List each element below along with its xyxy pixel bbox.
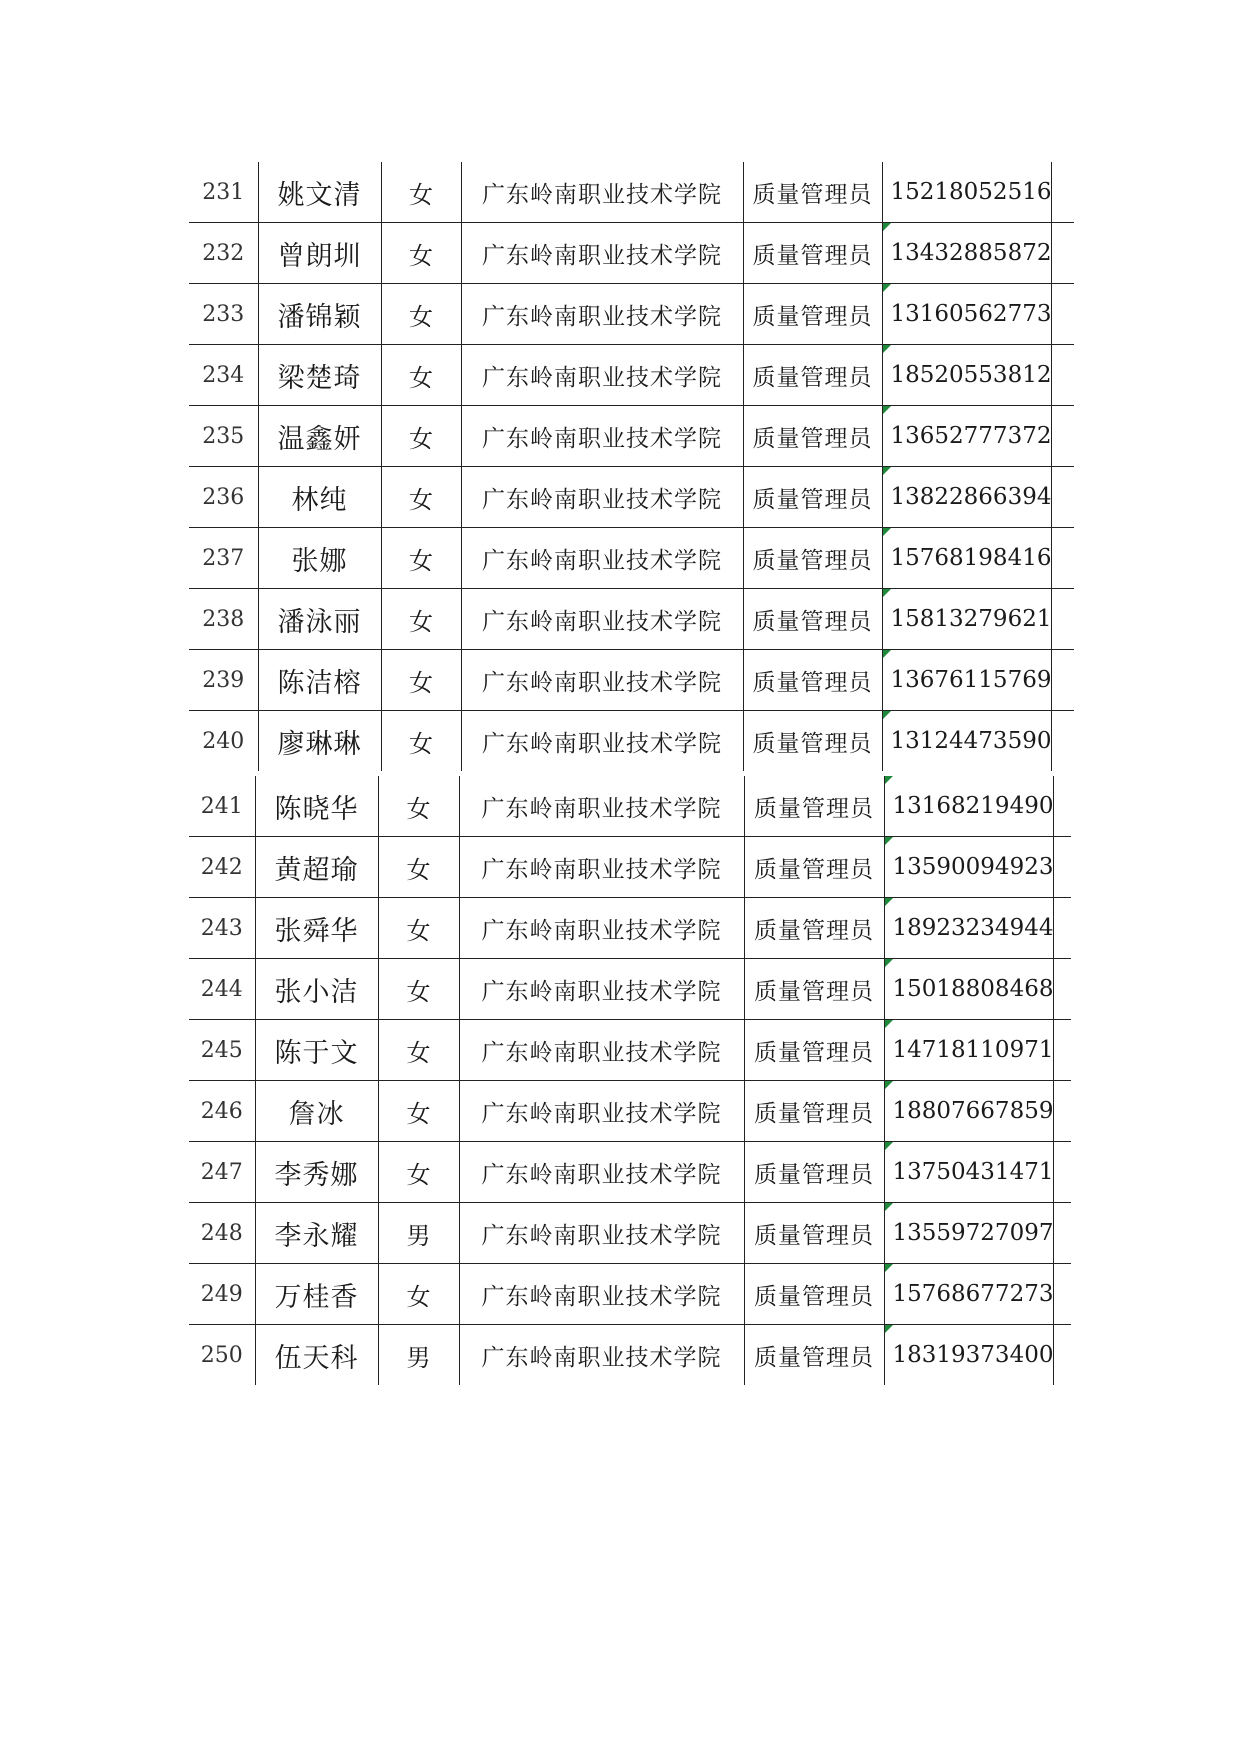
school-cell: 广东岭南职业技术学院	[459, 1325, 744, 1386]
row-number: 242	[189, 837, 255, 898]
row-number: 249	[189, 1264, 255, 1325]
comment-marker-icon	[885, 1203, 893, 1211]
trailing-cell	[1052, 650, 1074, 711]
position-cell: 质量管理员	[743, 528, 882, 589]
name-cell: 潘锦颖	[258, 284, 381, 345]
name-cell: 姚文清	[258, 162, 381, 223]
phone-cell: 14718110971	[884, 1020, 1054, 1081]
school-cell: 广东岭南职业技术学院	[461, 528, 743, 589]
comment-marker-icon	[883, 711, 891, 719]
school-cell: 广东岭南职业技术学院	[461, 345, 743, 406]
trailing-cell	[1054, 1142, 1071, 1203]
trailing-cell	[1054, 1264, 1071, 1325]
phone-cell: 13559727097	[884, 1203, 1054, 1264]
comment-marker-icon	[883, 345, 891, 353]
table-row	[189, 898, 1071, 959]
name-cell: 林纯	[258, 467, 381, 528]
row-number: 250	[200, 1342, 243, 1368]
school-cell: 广东岭南职业技术学院	[461, 650, 743, 711]
comment-marker-icon	[885, 898, 893, 906]
gender-cell: 女	[381, 650, 461, 711]
phone-cell: 18807667859	[884, 1081, 1054, 1142]
roster-table-1	[189, 162, 1074, 771]
comment-marker-icon	[885, 959, 893, 967]
row-number: 241	[189, 776, 255, 837]
gender-cell: 女	[381, 528, 461, 589]
table-row	[189, 711, 1074, 772]
gender-cell: 女	[381, 406, 461, 467]
trailing-cell	[1054, 898, 1071, 959]
table-row	[189, 528, 1074, 589]
row-number: 240	[202, 728, 245, 754]
position-cell: 质量管理员	[743, 589, 882, 650]
phone-cell: 15218052516	[882, 162, 1052, 223]
trailing-cell	[1052, 284, 1074, 345]
phone-cell: 18923234944	[884, 898, 1054, 959]
row-number: 239	[189, 650, 258, 711]
school-cell: 广东岭南职业技术学院	[459, 1264, 744, 1325]
name-cell: 陈晓华	[255, 776, 378, 837]
phone-cell: 15768677273	[884, 1264, 1054, 1325]
school-cell: 广东岭南职业技术学院	[459, 959, 744, 1020]
name-cell: 李秀娜	[255, 1142, 378, 1203]
position-cell: 质量管理员	[743, 650, 882, 711]
table-row	[189, 223, 1074, 284]
school-cell: 广东岭南职业技术学院	[461, 284, 743, 345]
phone-cell: 13168219490	[884, 776, 1054, 837]
name-cell: 詹冰	[255, 1081, 378, 1142]
trailing-cell	[1052, 711, 1074, 772]
comment-marker-icon	[885, 1325, 893, 1333]
position-cell: 质量管理员	[744, 1142, 884, 1203]
gender-cell: 女	[378, 1081, 459, 1142]
school-cell: 广东岭南职业技术学院	[459, 837, 744, 898]
gender-cell: 女	[378, 837, 459, 898]
table-row	[189, 345, 1074, 406]
name-cell: 潘泳丽	[258, 589, 381, 650]
table-row	[189, 1020, 1071, 1081]
trailing-cell	[1052, 345, 1074, 406]
phone-cell: 13652777372	[882, 406, 1052, 467]
position-cell: 质量管理员	[744, 1325, 884, 1386]
row-number: 235	[189, 406, 258, 467]
comment-marker-icon	[885, 837, 893, 845]
row-number: 245	[189, 1020, 255, 1081]
comment-marker-icon	[885, 776, 893, 784]
table-row	[189, 1203, 1071, 1264]
phone-cell: 13822866394	[882, 467, 1052, 528]
name-cell: 黄超瑜	[255, 837, 378, 898]
gender-cell: 女	[381, 345, 461, 406]
position-cell: 质量管理员	[744, 837, 884, 898]
school-cell: 广东岭南职业技术学院	[459, 1020, 744, 1081]
table-row	[189, 776, 1071, 837]
gender-cell: 女	[381, 467, 461, 528]
comment-marker-icon	[885, 1264, 893, 1272]
school-cell: 广东岭南职业技术学院	[459, 898, 744, 959]
table-row	[189, 284, 1074, 345]
position-cell: 质量管理员	[744, 1020, 884, 1081]
position-cell: 质量管理员	[743, 345, 882, 406]
row-number: 243	[189, 898, 255, 959]
row-number: 231	[189, 162, 258, 223]
phone-cell: 13432885872	[882, 223, 1052, 284]
position-cell: 质量管理员	[743, 467, 882, 528]
school-cell: 广东岭南职业技术学院	[461, 589, 743, 650]
position-cell: 质量管理员	[743, 162, 882, 223]
table-row	[189, 959, 1071, 1020]
trailing-cell	[1052, 528, 1074, 589]
gender-cell: 女	[378, 1142, 459, 1203]
comment-marker-icon	[883, 284, 891, 292]
name-cell: 张娜	[258, 528, 381, 589]
comment-marker-icon	[883, 528, 891, 536]
row-number: 233	[189, 284, 258, 345]
gender-cell: 女	[378, 776, 459, 837]
row-number: 237	[189, 528, 258, 589]
row-number: 246	[189, 1081, 255, 1142]
phone-cell: 18319373400	[884, 1325, 1054, 1386]
row-number: 238	[189, 589, 258, 650]
trailing-cell	[1054, 1325, 1071, 1386]
gender-cell: 女	[381, 284, 461, 345]
comment-marker-icon	[883, 650, 891, 658]
school-cell: 广东岭南职业技术学院	[461, 406, 743, 467]
name-cell: 张舜华	[255, 898, 378, 959]
table-row	[189, 1081, 1071, 1142]
gender-cell: 女	[378, 1264, 459, 1325]
trailing-cell	[1054, 1203, 1071, 1264]
trailing-cell	[1054, 776, 1071, 837]
row-number: 247	[189, 1142, 255, 1203]
school-cell: 广东岭南职业技术学院	[461, 467, 743, 528]
name-cell: 陈于文	[255, 1020, 378, 1081]
trailing-cell	[1052, 406, 1074, 467]
comment-marker-icon	[885, 1081, 893, 1089]
name-cell: 廖琳琳	[258, 711, 381, 772]
row-number: 248	[189, 1203, 255, 1264]
row-number: 236	[189, 467, 258, 528]
gender-cell: 女	[381, 162, 461, 223]
gender-cell: 女	[378, 898, 459, 959]
gender-cell: 男	[378, 1325, 459, 1386]
table-row	[189, 162, 1074, 223]
phone-cell: 13160562773	[882, 284, 1052, 345]
gender-cell: 女	[378, 1020, 459, 1081]
school-cell: 广东岭南职业技术学院	[461, 162, 743, 223]
name-cell: 梁楚琦	[258, 345, 381, 406]
table-row	[189, 467, 1074, 528]
position-cell: 质量管理员	[743, 406, 882, 467]
phone-cell: 15768198416	[882, 528, 1052, 589]
phone-cell: 15018808468	[884, 959, 1054, 1020]
school-cell: 广东岭南职业技术学院	[459, 776, 744, 837]
trailing-cell	[1052, 223, 1074, 284]
trailing-cell	[1054, 837, 1071, 898]
name-cell: 温鑫妍	[258, 406, 381, 467]
comment-marker-icon	[885, 1142, 893, 1150]
position-cell: 质量管理员	[743, 711, 882, 772]
phone-cell: 13750431471	[884, 1142, 1054, 1203]
phone-cell: 13676115769	[882, 650, 1052, 711]
name-cell: 张小洁	[255, 959, 378, 1020]
trailing-cell	[1052, 467, 1074, 528]
gender-cell: 女	[378, 959, 459, 1020]
roster-table-2	[189, 776, 1071, 1385]
position-cell: 质量管理员	[743, 223, 882, 284]
comment-marker-icon	[885, 1020, 893, 1028]
gender-cell: 女	[381, 223, 461, 284]
row-number: 234	[189, 345, 258, 406]
school-cell: 广东岭南职业技术学院	[461, 711, 743, 772]
row-number: 232	[189, 223, 258, 284]
table-row	[189, 650, 1074, 711]
position-cell: 质量管理员	[744, 1264, 884, 1325]
comment-marker-icon	[883, 223, 891, 231]
name-cell: 伍天科	[255, 1325, 378, 1386]
school-cell: 广东岭南职业技术学院	[459, 1081, 744, 1142]
position-cell: 质量管理员	[744, 776, 884, 837]
table-row	[189, 1142, 1071, 1203]
trailing-cell	[1052, 589, 1074, 650]
position-cell: 质量管理员	[744, 1081, 884, 1142]
trailing-cell	[1054, 1020, 1071, 1081]
phone-cell: 13124473590	[882, 711, 1052, 772]
gender-cell: 男	[378, 1203, 459, 1264]
position-cell: 质量管理员	[744, 1203, 884, 1264]
gender-cell: 女	[381, 589, 461, 650]
name-cell: 曾朗圳	[258, 223, 381, 284]
school-cell: 广东岭南职业技术学院	[459, 1142, 744, 1203]
table-row	[189, 589, 1074, 650]
position-cell: 质量管理员	[743, 284, 882, 345]
table-row	[189, 1325, 1071, 1386]
position-cell: 质量管理员	[744, 898, 884, 959]
name-cell: 万桂香	[255, 1264, 378, 1325]
phone-cell: 18520553812	[882, 345, 1052, 406]
school-cell: 广东岭南职业技术学院	[459, 1203, 744, 1264]
comment-marker-icon	[883, 589, 891, 597]
table-row	[189, 837, 1071, 898]
row-number: 244	[189, 959, 255, 1020]
table-row	[189, 406, 1074, 467]
trailing-cell	[1052, 162, 1074, 223]
trailing-cell	[1054, 959, 1071, 1020]
table-row	[189, 1264, 1071, 1325]
school-cell: 广东岭南职业技术学院	[461, 223, 743, 284]
comment-marker-icon	[883, 406, 891, 414]
phone-cell: 15813279621	[882, 589, 1052, 650]
gender-cell: 女	[381, 711, 461, 772]
position-cell: 质量管理员	[744, 959, 884, 1020]
name-cell: 陈洁榕	[258, 650, 381, 711]
trailing-cell	[1054, 1081, 1071, 1142]
phone-cell: 13590094923	[884, 837, 1054, 898]
name-cell: 李永耀	[255, 1203, 378, 1264]
comment-marker-icon	[883, 467, 891, 475]
